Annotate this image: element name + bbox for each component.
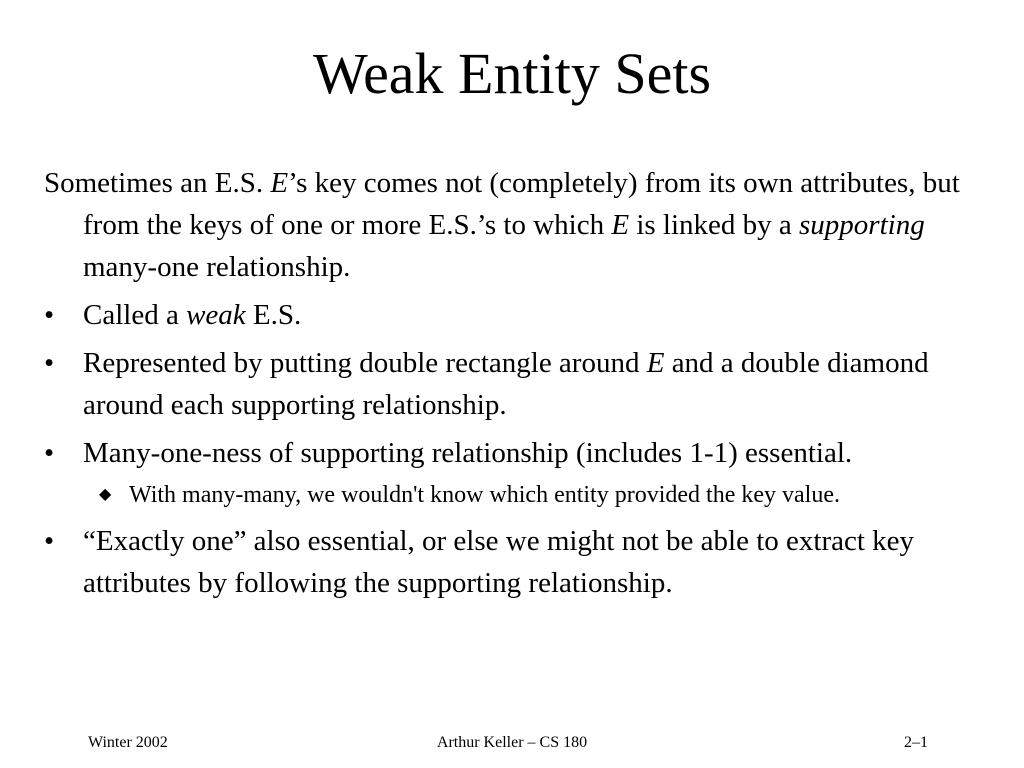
slide-title: Weak Entity Sets [312,41,712,106]
intro-text-4: many-one relationship. [83,251,351,283]
intro-paragraph [44,162,984,288]
footer-page-number: 2–1 [904,734,928,751]
intro-emphasis-1: E [270,167,289,199]
bullet-item-represented [44,342,984,426]
bullet-text-3: Many-one-ness of supporting relationship (includes 1-1) essential. [83,437,853,469]
intro-text-1: Sometimes an E.S. [44,167,271,199]
bullet-text-1b: E.S. [245,299,302,331]
slide-body [44,162,984,604]
diamond-bullet-icon: ◆ [99,486,112,503]
sub-bullet-text: With many-many, we wouldn't know which entity provided the key value. [129,482,840,508]
bullet-emphasis-1: weak [186,299,246,331]
bullet-icon: • [44,525,55,557]
sub-bullet-item [44,476,984,514]
intro-text-2: ’s key comes not (completely) from its own attributes, but from the keys of one or more E.S.’s to which [83,167,960,241]
bullet-icon: • [44,437,55,469]
intro-emphasis-3: supporting [799,209,925,241]
bullet-emphasis-2: E [646,347,665,379]
bullet-text-1a: Called a [83,299,187,331]
bullet-text-2b: and a double diamond around each supporting relationship. [83,347,929,421]
bullet-item-many-one [44,432,984,474]
bullet-text-4: “Exactly one” also essential, or else we might not be able to extract key attributes by following the supporting relationship. [83,525,915,599]
bullet-item-weak [44,294,984,336]
intro-emphasis-2: E [611,209,630,241]
bullet-item-exactly-one [44,520,984,604]
footer-date: Winter 2002 [88,734,168,751]
footer-author: Arthur Keller – CS 180 [436,734,588,751]
bullet-icon: • [44,347,55,379]
bullet-icon: • [44,299,55,331]
bullet-text-2a: Represented by putting double rectangle around [83,347,647,379]
intro-text-3: is linked by a [629,209,800,241]
